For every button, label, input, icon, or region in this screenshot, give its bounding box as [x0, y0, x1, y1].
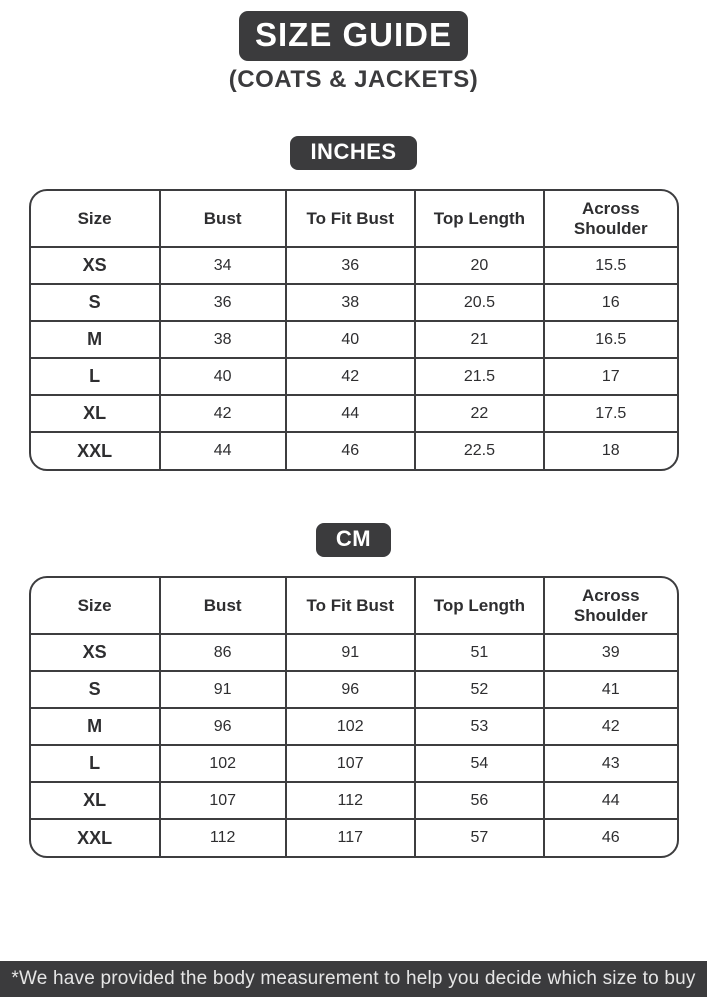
measurement-cell: 20.5 [415, 284, 544, 321]
footnote-bar [0, 961, 707, 997]
measurement-cell: 21 [415, 321, 544, 358]
table-row [31, 284, 677, 321]
table-row [31, 671, 677, 708]
measurement-cell: 107 [286, 745, 415, 782]
measurement-cell: 34 [160, 247, 286, 284]
inches-table-body [31, 247, 677, 469]
measurement-cell: 46 [286, 432, 415, 469]
cm-badge: CM [316, 523, 391, 557]
size-label-cell: XXL [31, 819, 160, 856]
footnote-text: *We have provided the body measurement to help you decide which size to buy [11, 968, 696, 989]
table-row [31, 745, 677, 782]
size-label-cell: XXL [31, 432, 160, 469]
cm-table-container [29, 576, 679, 858]
page-title: SIZE GUIDE [239, 11, 468, 61]
size-label-cell: S [31, 284, 160, 321]
cm-table-body [31, 634, 677, 856]
measurement-cell: 57 [415, 819, 544, 856]
measurement-cell: 36 [286, 247, 415, 284]
measurement-cell: 102 [286, 708, 415, 745]
size-label-cell: XL [31, 395, 160, 432]
measurement-cell: 117 [286, 819, 415, 856]
measurement-cell: 86 [160, 634, 286, 671]
measurement-cell: 41 [544, 671, 676, 708]
size-label-cell: XS [31, 634, 160, 671]
table-row [31, 395, 677, 432]
table-row [31, 321, 677, 358]
table-row [31, 782, 677, 819]
column-header: Top Length [415, 578, 544, 634]
size-label-cell: M [31, 708, 160, 745]
measurement-cell: 39 [544, 634, 676, 671]
table-row [31, 708, 677, 745]
cm-size-table [31, 578, 677, 856]
measurement-cell: 54 [415, 745, 544, 782]
table-header-row [31, 191, 677, 247]
size-label-cell: M [31, 321, 160, 358]
table-row [31, 358, 677, 395]
measurement-cell: 18 [544, 432, 676, 469]
inches-table-header [31, 191, 677, 247]
measurement-cell: 22 [415, 395, 544, 432]
inches-table-container [29, 189, 679, 471]
table-row [31, 819, 677, 856]
measurement-cell: 20 [415, 247, 544, 284]
measurement-cell: 91 [286, 634, 415, 671]
inches-badge: INCHES [290, 136, 416, 170]
measurement-cell: 21.5 [415, 358, 544, 395]
measurement-cell: 17.5 [544, 395, 676, 432]
column-header: Bust [160, 578, 286, 634]
size-label-cell: XS [31, 247, 160, 284]
measurement-cell: 38 [286, 284, 415, 321]
size-label-cell: L [31, 745, 160, 782]
header [0, 0, 707, 94]
measurement-cell: 43 [544, 745, 676, 782]
measurement-cell: 46 [544, 819, 676, 856]
measurement-cell: 16.5 [544, 321, 676, 358]
measurement-cell: 38 [160, 321, 286, 358]
measurement-cell: 112 [286, 782, 415, 819]
measurement-cell: 36 [160, 284, 286, 321]
measurement-cell: 53 [415, 708, 544, 745]
table-header-row [31, 578, 677, 634]
measurement-cell: 107 [160, 782, 286, 819]
table-row [31, 247, 677, 284]
measurement-cell: 44 [160, 432, 286, 469]
cm-badge-row [0, 471, 707, 557]
column-header: Size [31, 191, 160, 247]
measurement-cell: 42 [286, 358, 415, 395]
column-header: Across Shoulder [544, 578, 676, 634]
measurement-cell: 44 [286, 395, 415, 432]
measurement-cell: 44 [544, 782, 676, 819]
measurement-cell: 112 [160, 819, 286, 856]
measurement-cell: 96 [286, 671, 415, 708]
column-header: Top Length [415, 191, 544, 247]
size-label-cell: XL [31, 782, 160, 819]
measurement-cell: 22.5 [415, 432, 544, 469]
measurement-cell: 51 [415, 634, 544, 671]
measurement-cell: 52 [415, 671, 544, 708]
size-label-cell: L [31, 358, 160, 395]
measurement-cell: 15.5 [544, 247, 676, 284]
measurement-cell: 40 [286, 321, 415, 358]
column-header: Size [31, 578, 160, 634]
measurement-cell: 42 [160, 395, 286, 432]
measurement-cell: 56 [415, 782, 544, 819]
table-row [31, 634, 677, 671]
cm-table-header [31, 578, 677, 634]
column-header: To Fit Bust [286, 191, 415, 247]
measurement-cell: 40 [160, 358, 286, 395]
measurement-cell: 91 [160, 671, 286, 708]
measurement-cell: 17 [544, 358, 676, 395]
measurement-cell: 42 [544, 708, 676, 745]
measurement-cell: 16 [544, 284, 676, 321]
measurement-cell: 96 [160, 708, 286, 745]
column-header: To Fit Bust [286, 578, 415, 634]
column-header: Across Shoulder [544, 191, 676, 247]
table-row [31, 432, 677, 469]
column-header: Bust [160, 191, 286, 247]
size-label-cell: S [31, 671, 160, 708]
page-subtitle: (COATS & JACKETS) [228, 66, 479, 93]
inches-size-table [31, 191, 677, 469]
measurement-cell: 102 [160, 745, 286, 782]
inches-badge-row [0, 94, 707, 170]
